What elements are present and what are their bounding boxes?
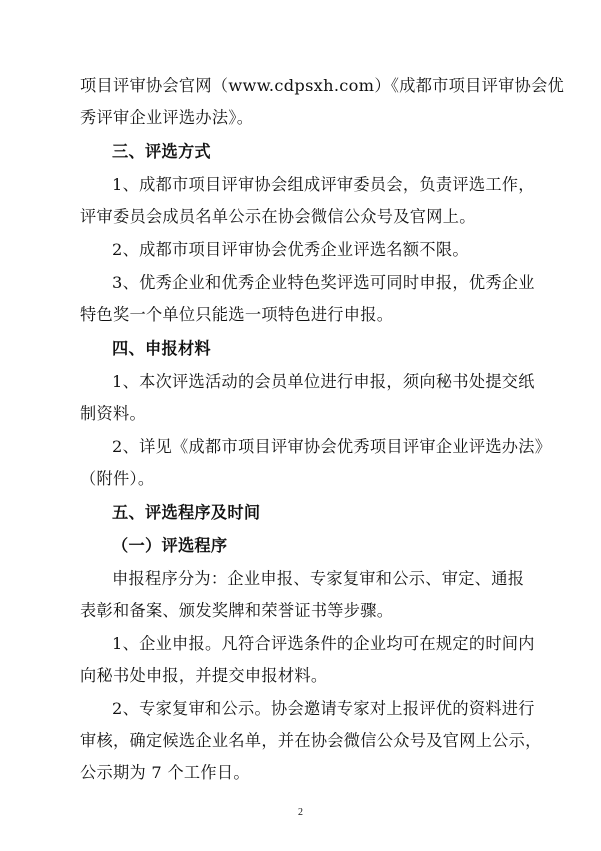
paragraph-line: 特色奖一个单位只能选一项特色进行申报。	[80, 305, 394, 324]
paragraph-line: 2、成都市项目评审协会优秀企业评选名额不限。	[112, 240, 469, 259]
paragraph-line: 制资料。	[80, 404, 146, 423]
page-number: 2	[298, 807, 303, 818]
paragraph-line: 2、专家复审和公示。协会邀请专家对上报评优的资料进行	[112, 699, 535, 718]
paragraph-line: 申报程序分为：企业申报、专家复审和公示、审定、通报	[112, 569, 525, 588]
paragraph-line: 审核，确定候选企业名单，并在协会微信公众号及官网上公示，	[80, 731, 542, 750]
section-heading-3: 三、评选方式	[112, 142, 211, 161]
paragraph-line: 2、详见《成都市项目评审协会优秀项目评审企业评选办法》	[112, 437, 552, 456]
paragraph-line: 公示期为 7 个工作日。	[80, 763, 250, 782]
paragraph-line: 向秘书处申报，并提交申报材料。	[80, 666, 328, 685]
section-heading-5: 五、评选程序及时间	[112, 503, 261, 522]
paragraph-line: 1、企业申报。凡符合评选条件的企业均可在规定的时间内	[112, 634, 535, 653]
paragraph-continuation-line: 秀评审企业评选办法》。	[80, 108, 254, 127]
paragraph-line: 表彰和备案、颁发奖牌和荣誉证书等步骤。	[80, 601, 394, 620]
paragraph-line: （附件）。	[80, 469, 155, 488]
paragraph-continuation-line: 项目评审协会官网（www.cdpsxh.com）《成都市项目评审协会优	[80, 76, 565, 95]
section-heading-4: 四、申报材料	[112, 339, 211, 358]
paragraph-line: 3、优秀企业和优秀企业特色奖评选可同时申报，优秀企业	[112, 273, 535, 292]
paragraph-line: 1、成都市项目评审协会组成评审委员会，负责评选工作，	[112, 175, 535, 194]
subsection-heading: （一）评选程序	[112, 536, 228, 555]
paragraph-line: 评审委员会成员名单公示在协会微信公众号及官网上。	[80, 207, 476, 226]
paragraph-line: 1、本次评选活动的会员单位进行申报，须向秘书处提交纸	[112, 372, 535, 391]
